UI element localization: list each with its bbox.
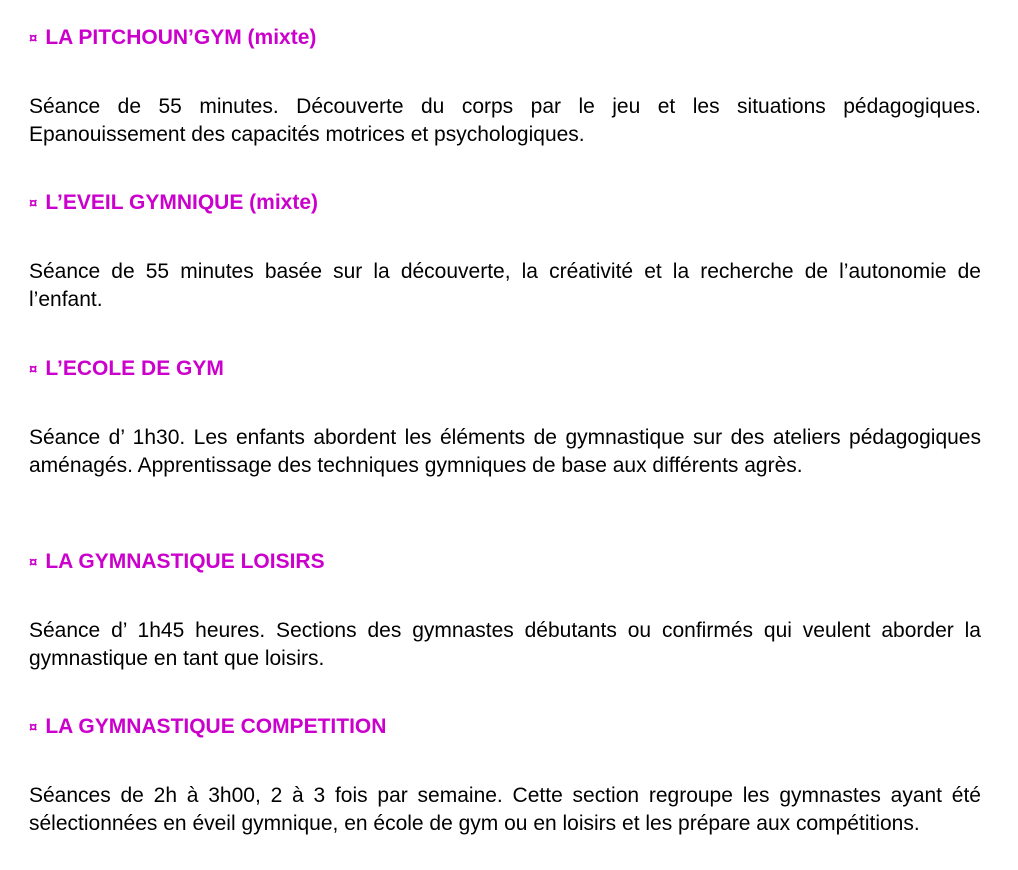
section-gymnastique-loisirs	[29, 549, 981, 672]
section-description: Séance de 55 minutes basée sur la découverte, la créativité et la recherche de l’autonomie de l’enfant.	[29, 260, 981, 311]
section-ecole-de-gym	[29, 356, 981, 479]
section-pitchoun-gym	[29, 25, 981, 148]
section-heading	[29, 549, 981, 576]
bullet-icon: ¤	[29, 361, 38, 378]
section-heading	[29, 190, 981, 217]
section-description: Séance d’ 1h30. Les enfants abordent les éléments de gymnastique sur des ateliers pédagogiques aménagés. Apprentissage des techniques gymniques de base aux différents agrès.	[29, 426, 981, 477]
bullet-icon: ¤	[29, 195, 38, 212]
section-title: LA GYMNASTIQUE LOISIRS	[45, 550, 325, 573]
section-gymnastique-competition	[29, 714, 981, 837]
section-description: Séance de 55 minutes. Découverte du corps par le jeu et les situations pédagogiques. Epanouissement des capacités motrices et psychologiques.	[29, 95, 981, 146]
bullet-icon: ¤	[29, 30, 38, 47]
section-heading	[29, 714, 981, 741]
section-description: Séances de 2h à 3h00, 2 à 3 fois par semaine. Cette section regroupe les gymnastes ayant été sélectionnées en éveil gymnique, en école de gym ou en loisirs et les prépare aux compétitions.	[29, 784, 981, 835]
bullet-icon: ¤	[29, 719, 38, 736]
bullet-icon: ¤	[29, 554, 38, 571]
section-title: L’EVEIL GYMNIQUE (mixte)	[45, 191, 319, 214]
section-heading	[29, 25, 981, 52]
section-heading	[29, 356, 981, 383]
section-description: Séance d’ 1h45 heures. Sections des gymnastes débutants ou confirmés qui veulent aborder la gymnastique en tant que loisirs.	[29, 619, 981, 670]
section-title: L’ECOLE DE GYM	[45, 357, 224, 380]
section-eveil-gymnique	[29, 190, 981, 313]
section-title: LA PITCHOUN’GYM (mixte)	[45, 26, 317, 49]
section-title: LA GYMNASTIQUE COMPETITION	[45, 715, 387, 738]
